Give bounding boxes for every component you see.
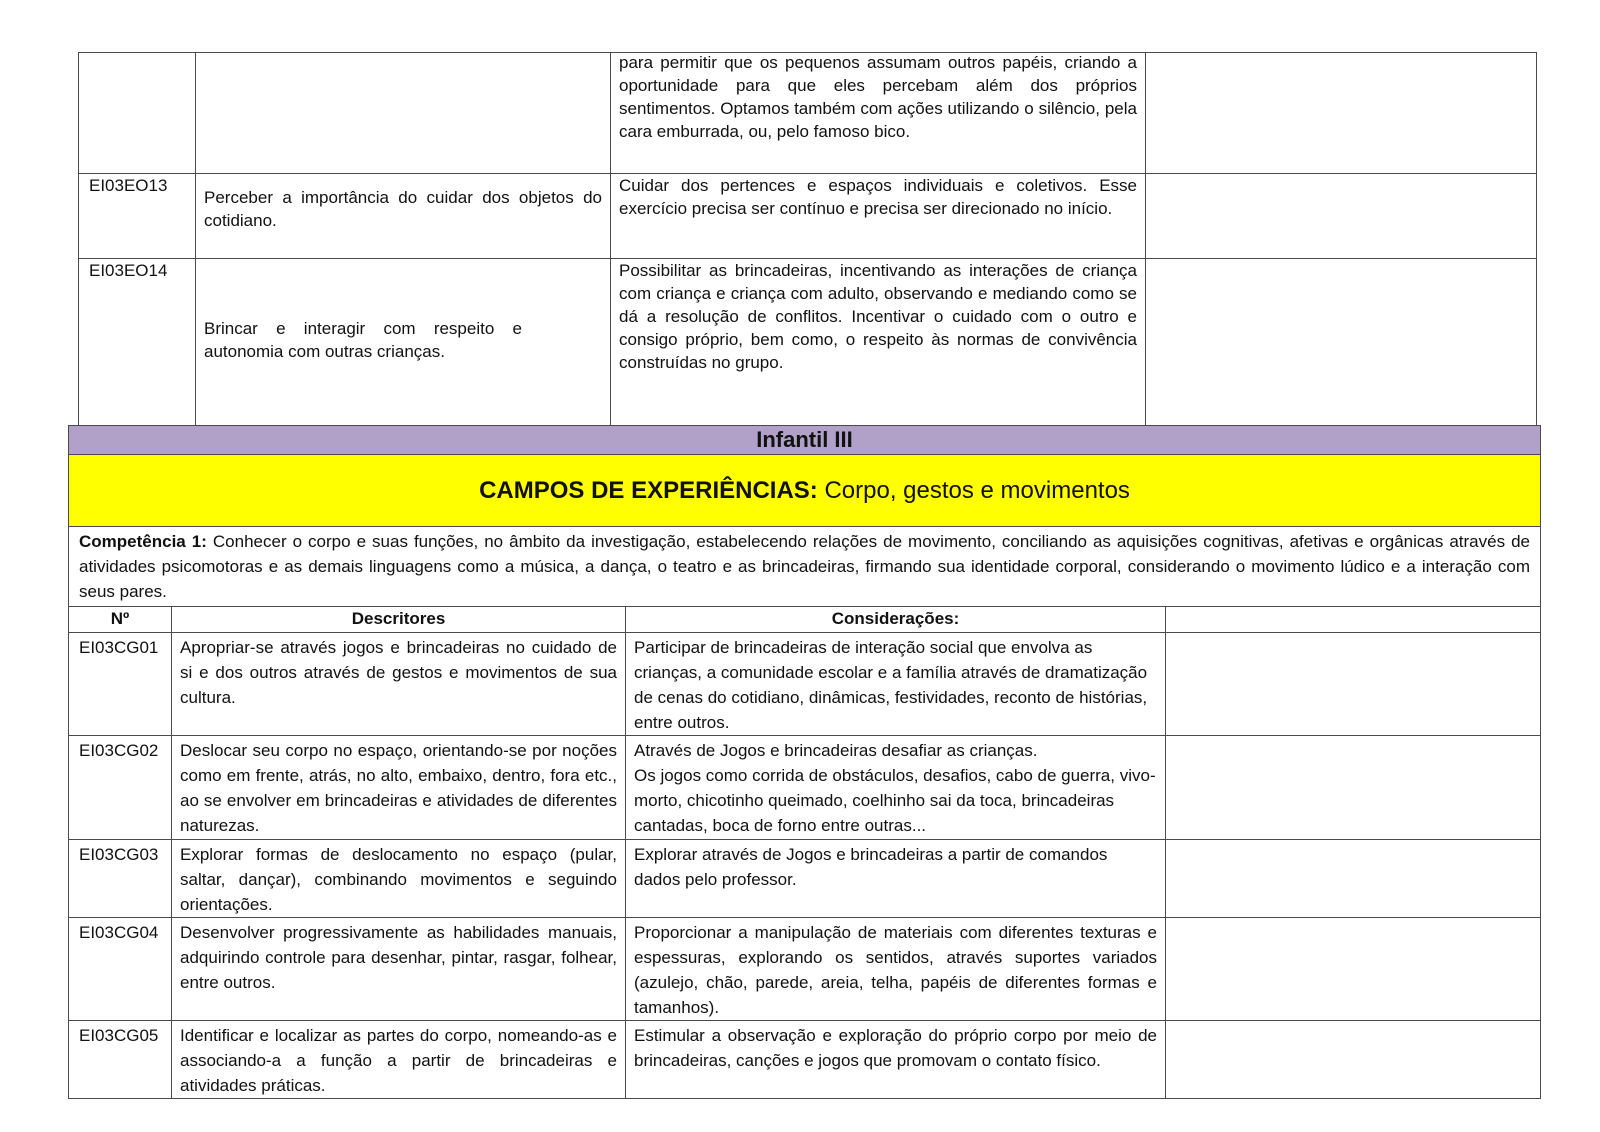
table-row [69, 918, 1541, 1021]
field-label: CAMPOS DE EXPERIÊNCIAS: [479, 476, 818, 504]
code-cell: EI03EO13 [79, 174, 196, 259]
descriptor-cell: Explorar formas de deslocamento no espaço (pular, saltar, dançar), combinando movimentos e seguindo orientações. [172, 840, 626, 918]
code-cell: EI03CG05 [69, 1021, 172, 1099]
extra-cell [1166, 736, 1541, 840]
consideration-line: Os jogos como corrida de obstáculos, desafios, cabo de guerra, vivo-morto, chicotinho queimado, coelhinho sai da toca, brincadeiras cantadas, boca de forno entre outras... [634, 766, 1156, 835]
table-row [69, 736, 1541, 840]
field-title [69, 455, 1541, 527]
table-row [69, 1021, 1541, 1099]
code-cell [79, 53, 196, 174]
consideration-cell: Explorar através de Jogos e brincadeiras a partir de comandos dados pelo professor. [626, 840, 1166, 918]
table-row [79, 174, 1537, 259]
code-cell: EI03CG01 [69, 633, 172, 736]
descriptor-cell: Desenvolver progressivamente as habilidades manuais, adquirindo controle para desenhar, pintar, rasgar, folhear, entre outros. [172, 918, 626, 1021]
consideration-cell: Estimular a observação e exploração do próprio corpo por meio de brincadeiras, canções e jogos que promovam o contato físico. [626, 1021, 1166, 1099]
table-row [69, 633, 1541, 736]
consideration-cell: Proporcionar a manipulação de materiais com diferentes texturas e espessuras, explorando os sentidos, através suportes variados (azulejo, chão, parede, areia, telha, papéis de diferentes formas e tamanhos). [626, 918, 1166, 1021]
code-cell: EI03CG02 [69, 736, 172, 840]
descriptor-cell: Apropriar-se através jogos e brincadeiras no cuidado de si e dos outros através de gestos e movimentos de sua cultura. [172, 633, 626, 736]
consideration-cell: Participar de brincadeiras de interação social que envolva as crianças, a comunidade escolar e a família através de dramatização de cenas do cotidiano, dinâmicas, festividades, reconto de histórias, entre outros. [626, 633, 1166, 736]
competence-row [69, 527, 1541, 607]
code-cell: EI03EO14 [79, 259, 196, 454]
descriptor-cell: Identificar e localizar as partes do corpo, nomeando-as e associando-a a função a partir de brincadeiras e atividades práticas. [172, 1021, 626, 1099]
code-cell: EI03CG03 [69, 840, 172, 918]
continuation-table [78, 52, 1537, 454]
descriptor-cell: Perceber a importância do cuidar dos objetos do cotidiano. [196, 174, 611, 259]
extra-cell [1166, 840, 1541, 918]
field-value: Corpo, gestos e movimentos [824, 476, 1130, 504]
table-row [69, 840, 1541, 918]
header-considerations: Considerações: [626, 607, 1166, 633]
descriptor-cell: Deslocar seu corpo no espaço, orientando-se por noções como em frente, atrás, no alto, embaixo, dentro, fora etc., ao se envolver em brincadeiras e atividades de diferentes naturezas. [172, 736, 626, 840]
extra-cell [1166, 633, 1541, 736]
competence-text: Conhecer o corpo e suas funções, no âmbito da investigação, estabelecendo relações de movimento, conciliando as aquisições cognitivas, afetivas e orgânicas através de atividades psicomotoras e as demais linguagens como a música, a dança, o teatro e as brincadeiras, firmando sua identidade corporal, considerando o movimento lúdico e a interação com seus pares. [79, 532, 1530, 601]
competence-cell [69, 527, 1541, 607]
extra-cell [1166, 1021, 1541, 1099]
consideration-text: para permitir que os pequenos assumam outros papéis, criando a oportunidade para que eles percebam além dos próprios sentimentos. Optamos também com ações utilizando o silêncio, pela cara emburrada, ou, pelo famoso bico. [619, 53, 1137, 141]
consideration-cell [626, 736, 1166, 840]
level-title: Infantil III [69, 426, 1541, 455]
field-header-row [69, 455, 1541, 527]
descriptor-text: Brincar e interagir com respeito e autonomia com outras crianças. [204, 319, 522, 361]
code-cell: EI03CG04 [69, 918, 172, 1021]
header-descriptors: Descritores [172, 607, 626, 633]
descriptor-cell [196, 53, 611, 174]
level-header-row [69, 426, 1541, 455]
header-extra [1166, 607, 1541, 633]
consideration-text: Possibilitar as brincadeiras, incentivando as interações de criança com criança e criança com adulto, observando e mediando como se dá a resolução de conflitos. Incentivar o cuidado com o outro e consigo próprio, bem como, o respeito às normas de convivência construídas no grupo. [619, 261, 1137, 372]
consideration-cell [611, 53, 1146, 174]
table-row [79, 53, 1537, 174]
consideration-cell: Cuidar dos pertences e espaços individuais e coletivos. Esse exercício precisa ser contínuo e precisa ser direcionado no início. [611, 174, 1146, 259]
extra-cell [1146, 53, 1537, 174]
header-number: Nº [69, 607, 172, 633]
extra-cell [1146, 174, 1537, 259]
column-header-row [69, 607, 1541, 633]
competence-label: Competência 1: [79, 532, 207, 551]
extra-cell [1166, 918, 1541, 1021]
experience-field-table [68, 425, 1541, 1099]
consideration-line: Através de Jogos e brincadeiras desafiar as crianças. [634, 741, 1038, 760]
